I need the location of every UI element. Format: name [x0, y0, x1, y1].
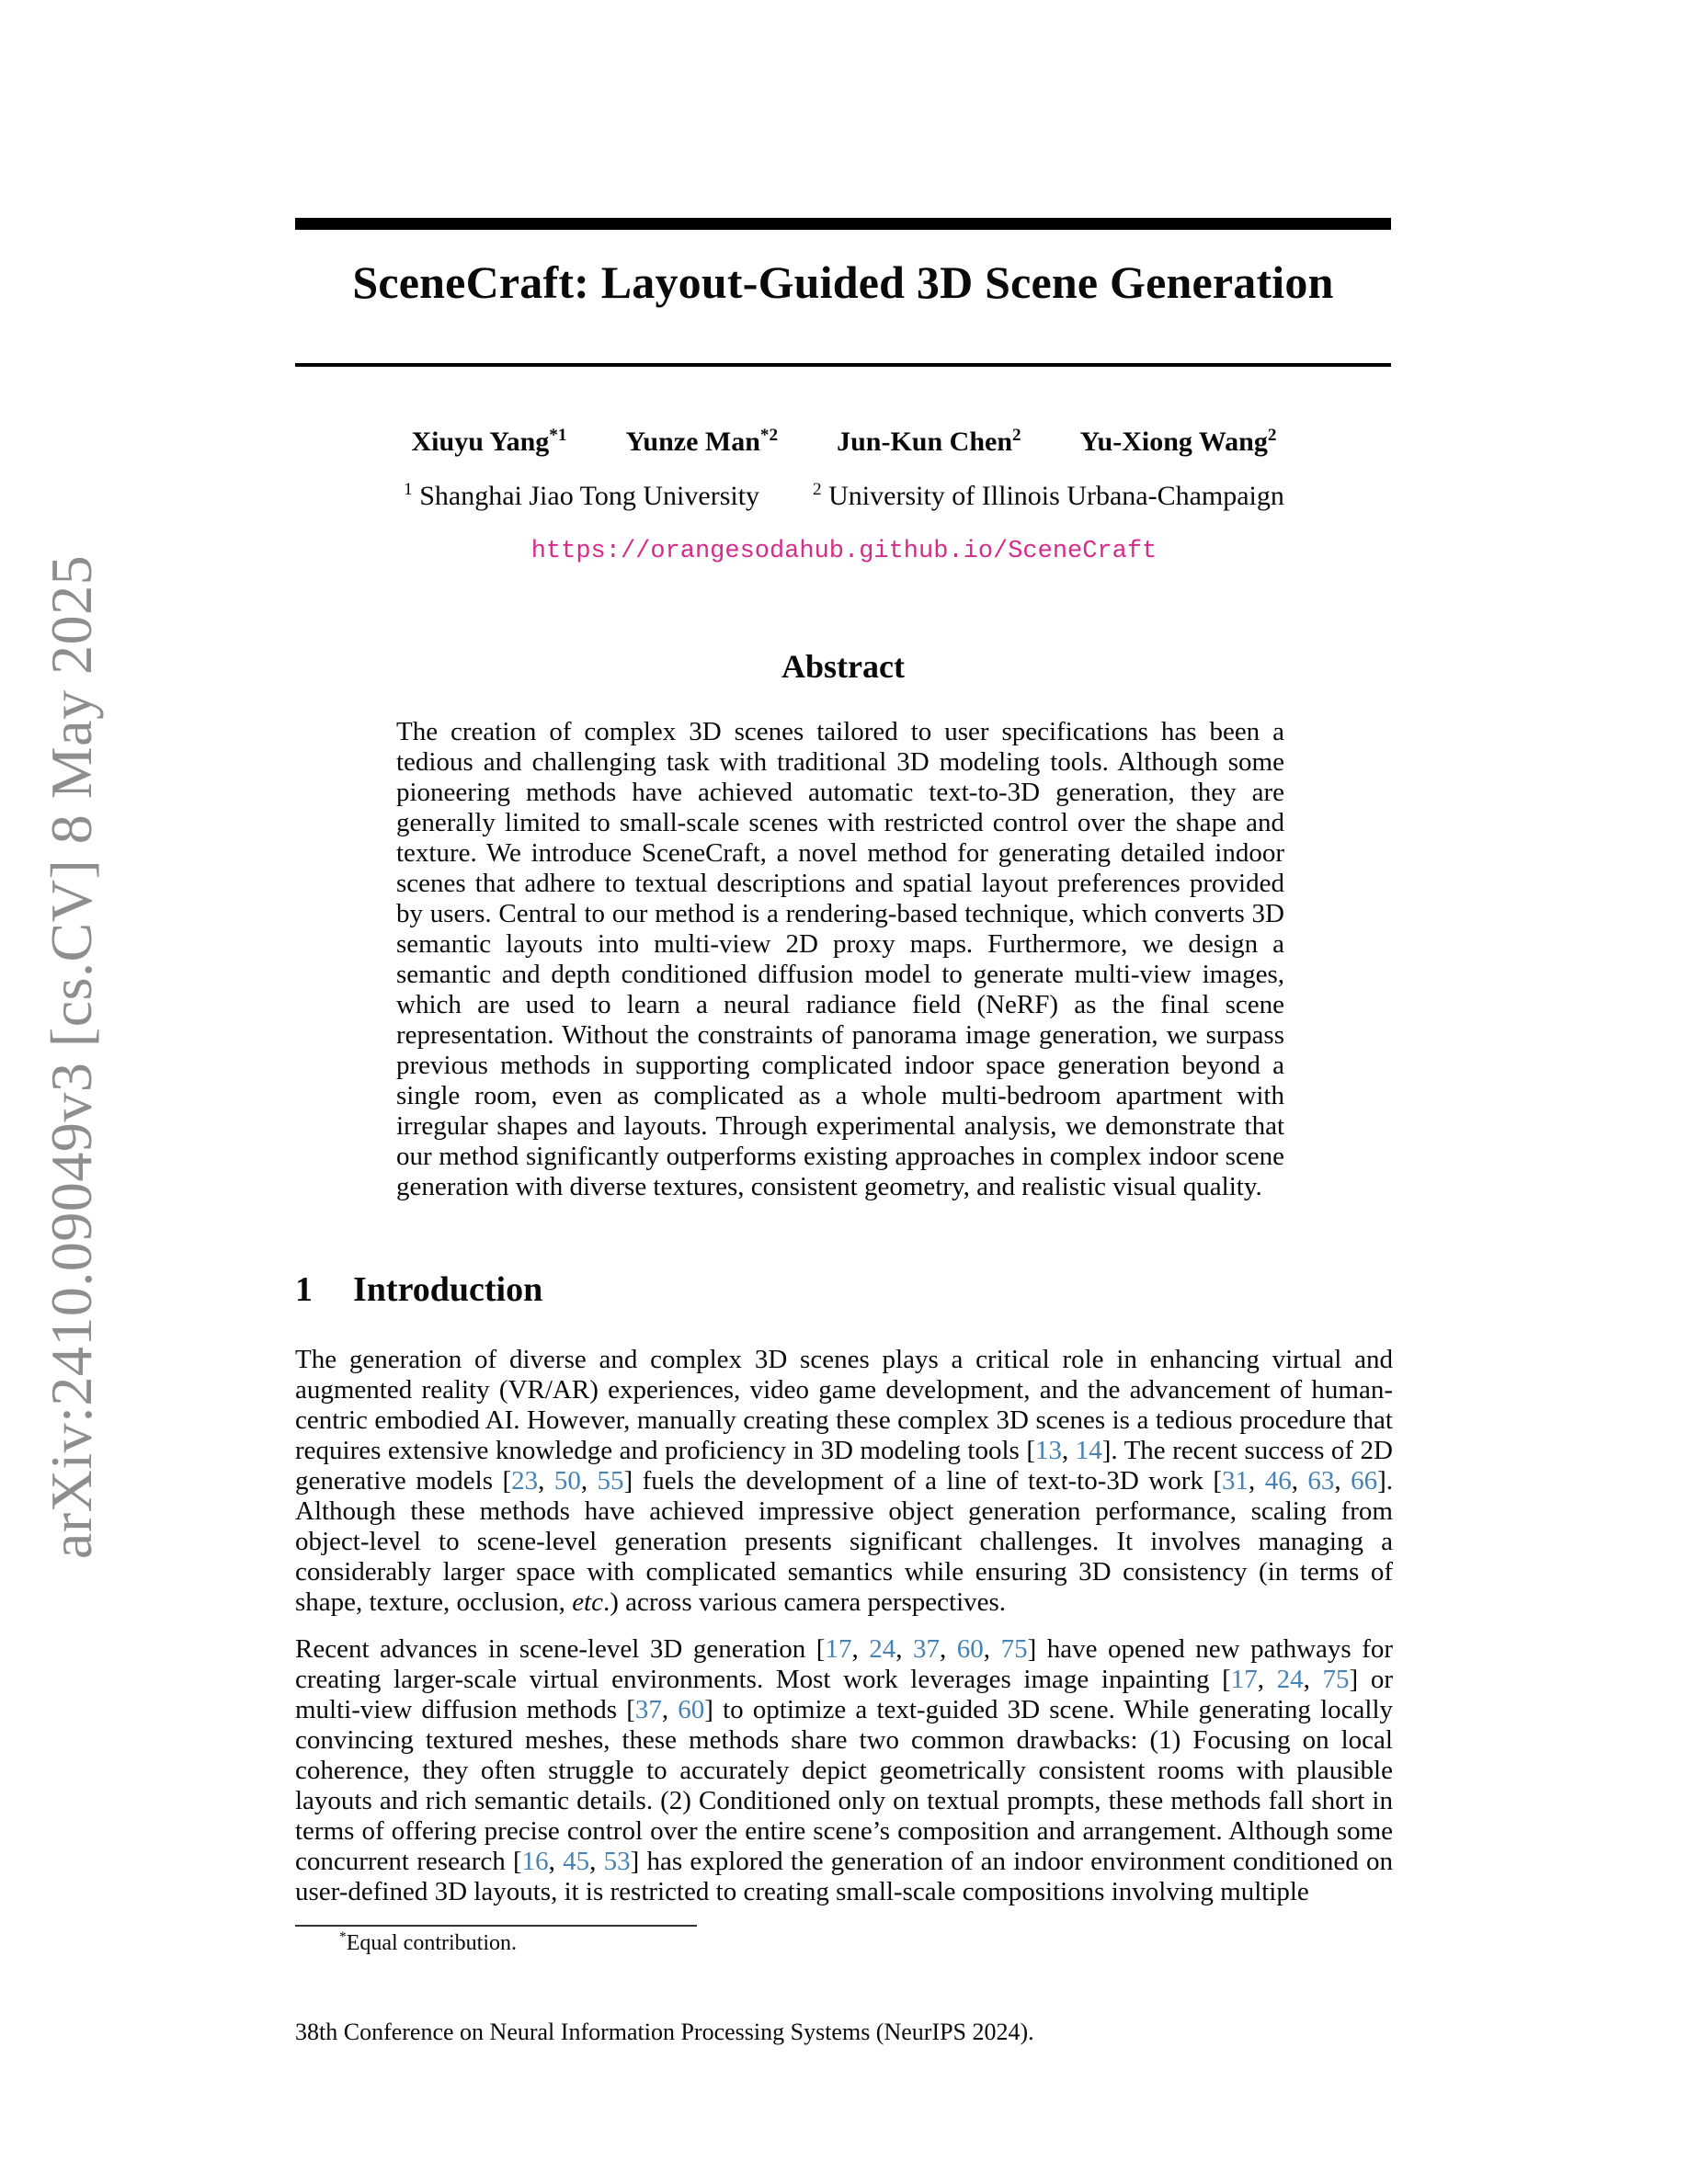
- citation-number[interactable]: 60: [956, 1634, 984, 1664]
- intro-paragraph-2: Recent advances in scene-level 3D generation [17, 24, 37, 60, 75] have opened new pathways for creating larger-scale virtual environments. Most work leverages image inpainting [17, 24, 75] or multi-view diffusion methods [37, 60] to optimize a text-guided 3D scene. While generating locally convincing textured meshes, these methods share two common drawbacks: (1) Focusing on local coherence, they often struggle to accurately depict geometrically consistent rooms with plausible layouts and rich semantic details. (2) Conditioned only on textual prompts, these methods fall short in terms of offering precise control over the entire scene’s composition and arrangement. Although some concurrent research [16, 45, 53] has explored the generation of an indoor environment conditioned on user-defined 3D layouts, it is restricted to creating small-scale compositions involving multiple: [295, 1634, 1394, 1906]
- citation-number[interactable]: 53: [603, 1847, 631, 1876]
- citation-number[interactable]: 45: [563, 1847, 590, 1876]
- affiliation: $^1$ Shanghai Jiao Tong University: [404, 480, 760, 511]
- citation-number[interactable]: 13: [1034, 1436, 1062, 1465]
- page-footer: 38th Conference on Neural Information Processing Systems (NeurIPS 2024).: [295, 2019, 1034, 2045]
- citation-number[interactable]: 37: [913, 1634, 940, 1664]
- author-superscript: *1: [549, 426, 567, 445]
- author-superscript: 2: [1267, 426, 1277, 445]
- author-name: Jun-Kun Chen: [837, 427, 1013, 457]
- affiliations-row: [0, 481, 1688, 512]
- citation-number[interactable]: 75: [1322, 1665, 1350, 1694]
- citation-number[interactable]: 37: [634, 1695, 662, 1724]
- author: [412, 427, 567, 458]
- author: [837, 427, 1021, 458]
- citation-ref[interactable]: [13, 14]: [1026, 1436, 1112, 1465]
- project-link-row: [0, 538, 1688, 565]
- citation-number[interactable]: 17: [825, 1634, 852, 1664]
- paper-title: SceneCraft: Layout-Guided 3D Scene Generation: [352, 256, 1334, 308]
- author: [1080, 427, 1277, 458]
- citation-number[interactable]: 55: [597, 1466, 624, 1496]
- section-heading: [295, 1269, 1391, 1310]
- abstract-heading: Abstract: [781, 648, 905, 685]
- citation-number[interactable]: 14: [1075, 1436, 1102, 1465]
- author-name: Xiuyu Yang: [411, 427, 550, 457]
- footnote-rule: [295, 1925, 697, 1927]
- italic-text: etc: [572, 1587, 603, 1617]
- citation-number[interactable]: 31: [1222, 1466, 1249, 1496]
- citation-number[interactable]: 75: [1000, 1634, 1028, 1664]
- footnote: [295, 1931, 1435, 1956]
- intro-paragraph-1: The generation of diverse and complex 3D scenes plays a critical role in enhancing virtual and augmented reality (VR/AR) experiences, video game development, and the advancement of human-centric embodied AI. However, manually creating these complex 3D scenes is a tedious procedure that requires extensive knowledge and proficiency in 3D modeling tools [13, 14]. The recent success of 2D generative models [23, 50, 55] fuels the development of a line of text-to-3D work [31, 46, 63, 66]. Although these methods have achieved impressive object generation performance, scaling from object-level to scene-level generation presents significant challenges. It involves managing a considerably larger space with complicated semantics while ensuring 3D consistency (in terms of shape, texture, occlusion, etc.) across various camera perspectives.: [295, 1345, 1394, 1617]
- citation-number[interactable]: 50: [553, 1466, 581, 1496]
- title-rule-top: [295, 218, 1391, 230]
- citation-number[interactable]: 23: [511, 1466, 539, 1496]
- section-number: 1: [295, 1270, 313, 1309]
- citation-number[interactable]: 24: [1276, 1665, 1304, 1694]
- affiliation: $^2$ University of Illinois Urbana-Champaign: [813, 480, 1284, 511]
- author-name: Yunze Man: [625, 427, 760, 457]
- section-title: Introduction: [353, 1270, 543, 1309]
- citation-number[interactable]: 66: [1351, 1466, 1378, 1496]
- project-link[interactable]: https://orangesodahub.github.io/SceneCraft: [530, 538, 1158, 565]
- author-name: Yu-Xiong Wang: [1079, 427, 1268, 457]
- citation-number[interactable]: 46: [1264, 1466, 1292, 1496]
- title-rule-bottom: [295, 363, 1391, 367]
- author-superscript: 2: [1012, 426, 1021, 445]
- citation-number[interactable]: 17: [1230, 1665, 1258, 1694]
- footnote-marker: *: [339, 1929, 347, 1945]
- footnote-text: Equal contribution.: [346, 1931, 517, 1955]
- affiliation-superscript: 1: [404, 480, 413, 499]
- citation-number[interactable]: 60: [678, 1695, 705, 1724]
- arxiv-watermark: arXiv:2410.09049v3 [cs.CV] 8 May 2025: [39, 554, 104, 1560]
- citation-number[interactable]: 16: [521, 1847, 549, 1876]
- citation-number[interactable]: 24: [869, 1634, 896, 1664]
- citation-ref[interactable]: [37, 60]: [626, 1695, 713, 1724]
- authors-row: [0, 427, 1688, 458]
- abstract-text: The creation of complex 3D scenes tailored to user specifications has been a tedious and challenging task with traditional 3D modeling tools. Although some pioneering methods have achieved automatic text-to-3D generation, they are generally limited to small-scale scenes with restricted control over the shape and texture. We introduce SceneCraft, a novel method for generating detailed indoor scenes that adhere to textual descriptions and spatial layout preferences provided by users. Central to our method is a rendering-based technique, which converts 3D semantic layouts into multi-view 2D proxy maps. Furthermore, we design a semantic and depth conditioned diffusion model to generate multi-view images, which are used to learn a neural radiance field (NeRF) as the final scene representation. Without the constraints of panorama image generation, we surpass previous methods in supporting complicated indoor space generation beyond a single room, even as complicated as a whole multi-bedroom apartment with irregular shapes and layouts. Through experimental analysis, we demonstrate that our method significantly outperforms existing approaches in complex indoor scene generation with diverse textures, consistent geometry, and realistic visual quality.: [396, 717, 1284, 1201]
- citation-ref[interactable]: [17, 24, 75]: [1222, 1665, 1359, 1694]
- citation-ref[interactable]: [16, 45, 53]: [513, 1847, 640, 1876]
- citation-ref[interactable]: [17, 24, 37, 60, 75]: [815, 1634, 1037, 1664]
- author-superscript: *2: [759, 426, 779, 445]
- affiliation-superscript: 2: [813, 480, 822, 499]
- citation-ref[interactable]: [23, 50, 55]: [502, 1466, 633, 1496]
- author: [625, 427, 778, 458]
- citation-number[interactable]: 63: [1307, 1466, 1335, 1496]
- citation-ref[interactable]: [31, 46, 63, 66]: [1213, 1466, 1386, 1496]
